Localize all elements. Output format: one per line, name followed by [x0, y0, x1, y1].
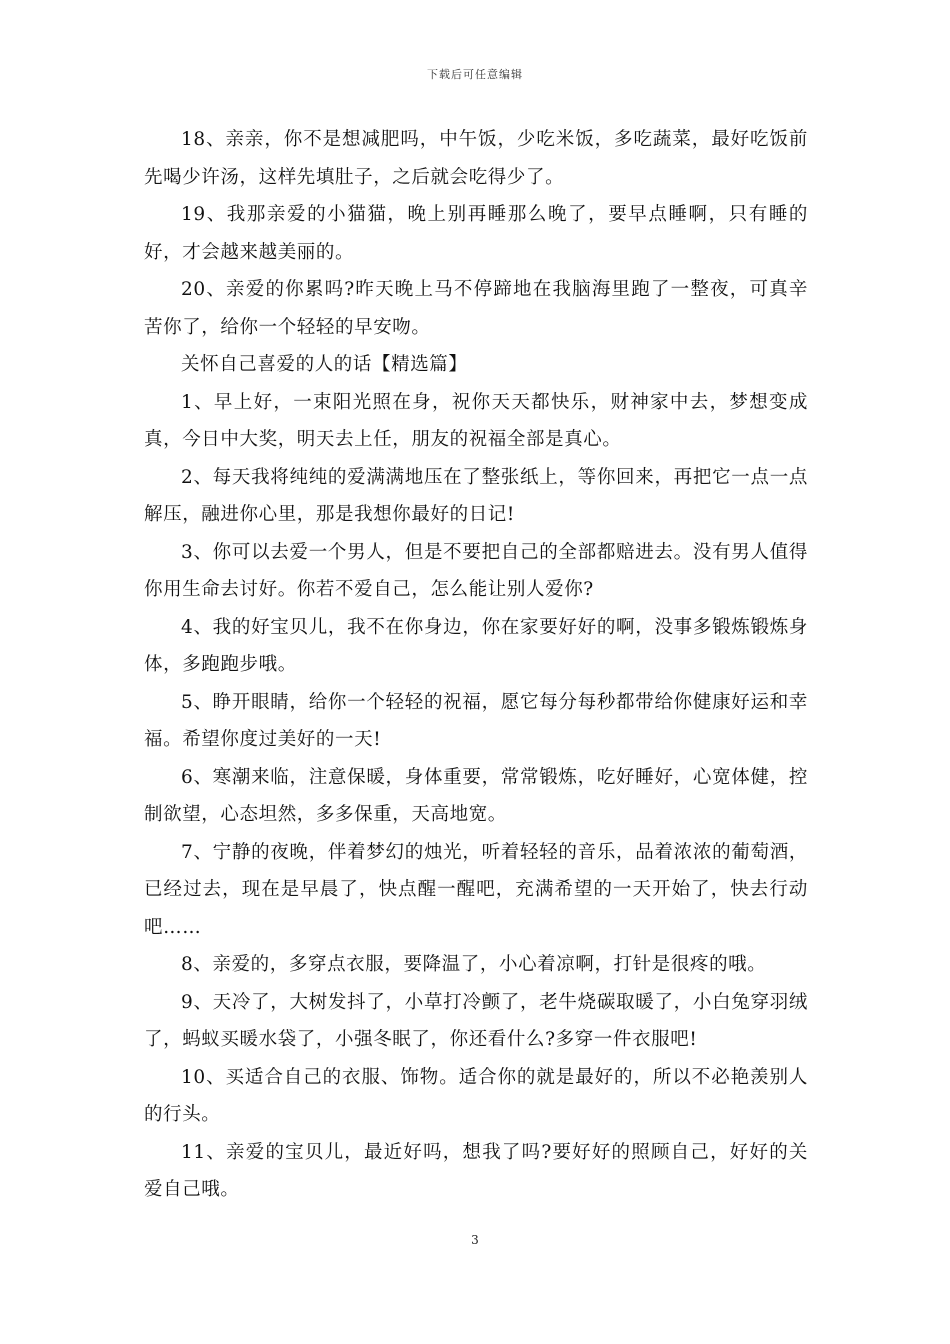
- paragraph-18: 18、亲亲，你不是想减肥吗，中午饭，少吃米饭，多吃蔬菜，最好吃饭前先喝少许汤，这样先填肚子，之后就会吃得少了。: [144, 129, 808, 188]
- section-paragraph-5: 5、睁开眼睛，给你一个轻轻的祝福，愿它每分每秒都带给你健康好运和幸福。希望你度过美好的一天!: [144, 691, 808, 750]
- page-number: 3: [471, 1233, 479, 1247]
- document-body: [144, 121, 808, 1209]
- section-paragraph-8: 8、亲爱的，多穿点衣服，要降温了，小心着凉啊，打针是很疼的哦。: [181, 954, 767, 975]
- section-paragraph-7: 7、宁静的夜晚，伴着梦幻的烛光，听着轻轻的音乐，品着浓浓的葡萄酒，已经过去，现在是早晨了，快点醒一醒吧，充满希望的一天开始了，快去行动吧……: [144, 841, 808, 938]
- section-paragraph-11: 11、亲爱的宝贝儿，最近好吗，想我了吗?要好好的照顾自己，好好的关爱自己哦。: [144, 1141, 808, 1200]
- paragraph-19: 19、我那亲爱的小猫猫，晚上别再睡那么晚了，要早点睡啊，只有睡的好，才会越来越美丽的。: [144, 204, 808, 263]
- section-heading: 关怀自己喜爱的人的话【精选篇】: [181, 354, 468, 375]
- section-paragraph-1: 1、早上好，一束阳光照在身，祝你天天都快乐，财神家中去，梦想变成真，今日中大奖，明天去上任，朋友的祝福全部是真心。: [144, 391, 808, 450]
- section-paragraph-10: 10、买适合自己的衣服、饰物。适合你的就是最好的，所以不必艳羡别人的行头。: [144, 1066, 808, 1125]
- section-paragraph-9: 9、天冷了，大树发抖了，小草打冷颤了，老牛烧碳取暖了，小白兔穿羽绒了，蚂蚁买暖水袋了，小强冬眠了，你还看什么?多穿一件衣服吧!: [144, 991, 808, 1050]
- section-paragraph-3: 3、你可以去爱一个男人，但是不要把自己的全部都赔进去。没有男人值得你用生命去讨好。你若不爱自己，怎么能让别人爱你?: [144, 541, 808, 600]
- section-paragraph-2: 2、每天我将纯纯的爱满满地压在了整张纸上，等你回来，再把它一点一点解压，融进你心里，那是我想你最好的日记!: [144, 466, 808, 525]
- section-paragraph-6: 6、寒潮来临，注意保暖，身体重要，常常锻炼，吃好睡好，心宽体健，控制欲望，心态坦然，多多保重，天高地宽。: [144, 766, 808, 825]
- section-paragraph-4: 4、我的好宝贝儿，我不在你身边，你在家要好好的啊，没事多锻炼锻炼身体，多跑跑步哦。: [144, 616, 808, 675]
- paragraph-20: 20、亲爱的你累吗?昨天晚上马不停蹄地在我脑海里跑了一整夜，可真辛苦你了，给你一个轻轻的早安吻。: [144, 279, 808, 338]
- page-header: 下载后可任意编辑: [427, 68, 523, 81]
